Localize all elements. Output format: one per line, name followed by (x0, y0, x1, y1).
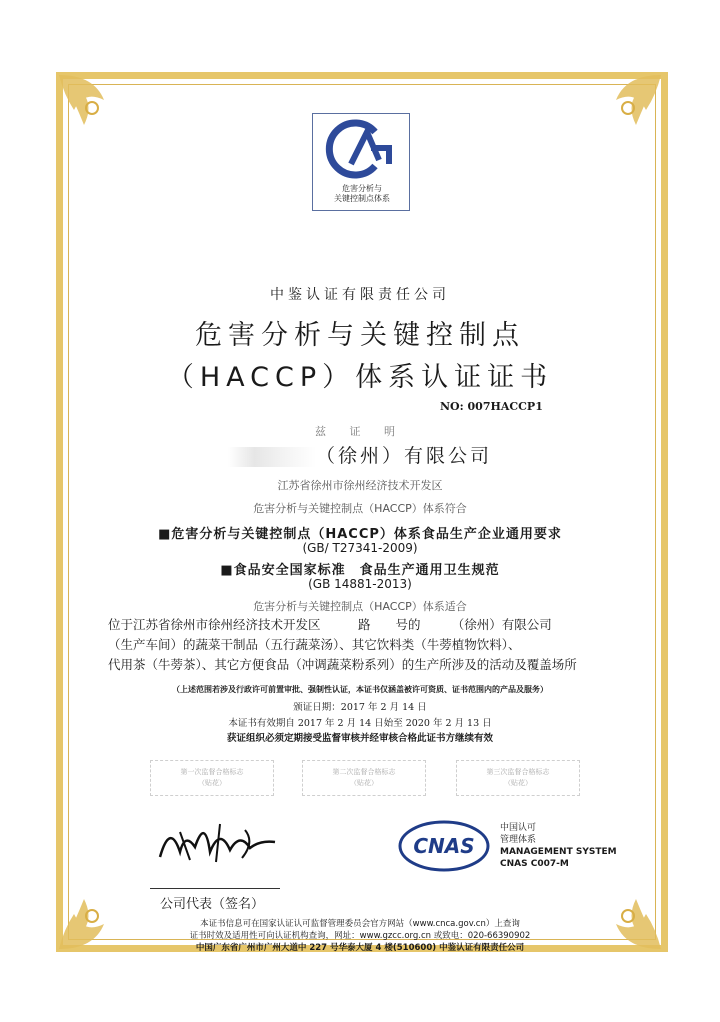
scope-note: （上述范围若涉及行政许可前置审批、强制性认证，本证书仅涵盖被许可资质、证书范围内的产品及服务） (172, 685, 548, 694)
scope-line: （生产车间）的蔬菜干制品（五行蔬菜汤）、其它饮料类（牛蒡植物饮料）、 (108, 637, 521, 652)
footer-line-2: 证书时效及适用性可向认证机构查询，网址：www.gzcc.org.cn 或致电：020-66390902 (189, 931, 531, 941)
cnas-accreditation-text (500, 822, 617, 870)
surveillance-stamp-2 (302, 760, 426, 796)
representative-label: 公司代表（签名） (160, 897, 265, 912)
surveillance-stamp-1 (150, 760, 274, 796)
standard-2: ■食品安全国家标准 食品生产通用卫生规范 (220, 563, 500, 578)
organization-name (0, 441, 720, 468)
redacted-name (228, 447, 316, 467)
issuer-company: 中鉴认证有限责任公司 (270, 287, 450, 303)
logo-caption-line2: 关键控制点体系 (334, 194, 390, 203)
cnas-line: CNAS C007-M (500, 859, 569, 869)
standard-2-code: (GB 14881-2013) (308, 577, 412, 591)
cnas-line: 管理体系 (500, 835, 537, 845)
footer-line-3: 中国广东省广州市广州大道中 227 号华泰大厦 4 楼(510600) 中鉴认证有限责任公司 (195, 943, 525, 953)
stamp-note: （贴花） (350, 779, 378, 787)
logo-caption-line1: 危害分析与 (342, 184, 382, 193)
cnas-line: MANAGEMENT SYSTEM (500, 847, 617, 857)
corner-ornament-top-right (576, 70, 666, 160)
stamp-note: （贴花） (504, 779, 532, 787)
scope-text (108, 615, 618, 675)
cnas-logo (396, 818, 492, 874)
scope-line: 代用茶（牛蒡茶）、其它方便食品（冲调蔬菜粉系列）的生产所涉及的活动及覆盖场所 (108, 657, 577, 672)
standard-1: ■危害分析与关键控制点（HACCP）体系食品生产企业通用要求 (158, 527, 562, 542)
prove-heading: 兹 证 明 (315, 425, 405, 438)
scope-heading: 危害分析与关键控制点（HACCP）体系适合 (253, 600, 467, 613)
stamp-label: 第一次监督合格标志 (180, 768, 244, 776)
certificate-number: NO: 007HACCP1 (440, 400, 543, 413)
handwritten-signature (150, 812, 290, 872)
stamp-label: 第三次监督合格标志 (486, 768, 550, 776)
validity-period: 本证书有效期自 2017 年 2 月 14 日始至 2020 年 2 月 13 日 (228, 718, 492, 729)
organization-address: 江苏省徐州市徐州经济技术开发区 (277, 479, 443, 492)
corner-ornament-top-left (54, 70, 144, 160)
scope-line: 位于江苏省徐州市徐州经济技术开发区 路 号的 （徐州）有限公司 (108, 617, 552, 632)
cnas-line: 中国认可 (500, 823, 537, 833)
maintenance-statement: 获证组织必须定期接受监督审核并经审核合格此证书方继续有效 (226, 733, 493, 744)
certificate-title-line2: （HACCP）体系认证证书 (166, 362, 554, 393)
standard-1-code: (GB/ T27341-2009) (302, 541, 418, 555)
footer-line-1: 本证书信息可在国家认证认可监督管理委员会官方网站（www.cnca.gov.cn）上查询 (200, 919, 520, 929)
stamp-label: 第二次监督合格标志 (332, 768, 396, 776)
surveillance-stamp-3 (456, 760, 580, 796)
issue-date: 颁证日期：2017 年 2 月 14 日 (293, 702, 427, 713)
cnas-logo-text: CNAS (413, 834, 475, 858)
stamp-note: （贴花） (198, 779, 226, 787)
haccp-logo (312, 113, 410, 211)
signature-line (150, 888, 280, 889)
cg-logo-icon (313, 114, 409, 184)
conformity-statement: 危害分析与关键控制点（HACCP）体系符合 (253, 502, 467, 515)
certificate-title-line1: 危害分析与关键控制点 (195, 320, 525, 351)
organization-name-suffix: （徐州）有限公司 (315, 445, 492, 467)
